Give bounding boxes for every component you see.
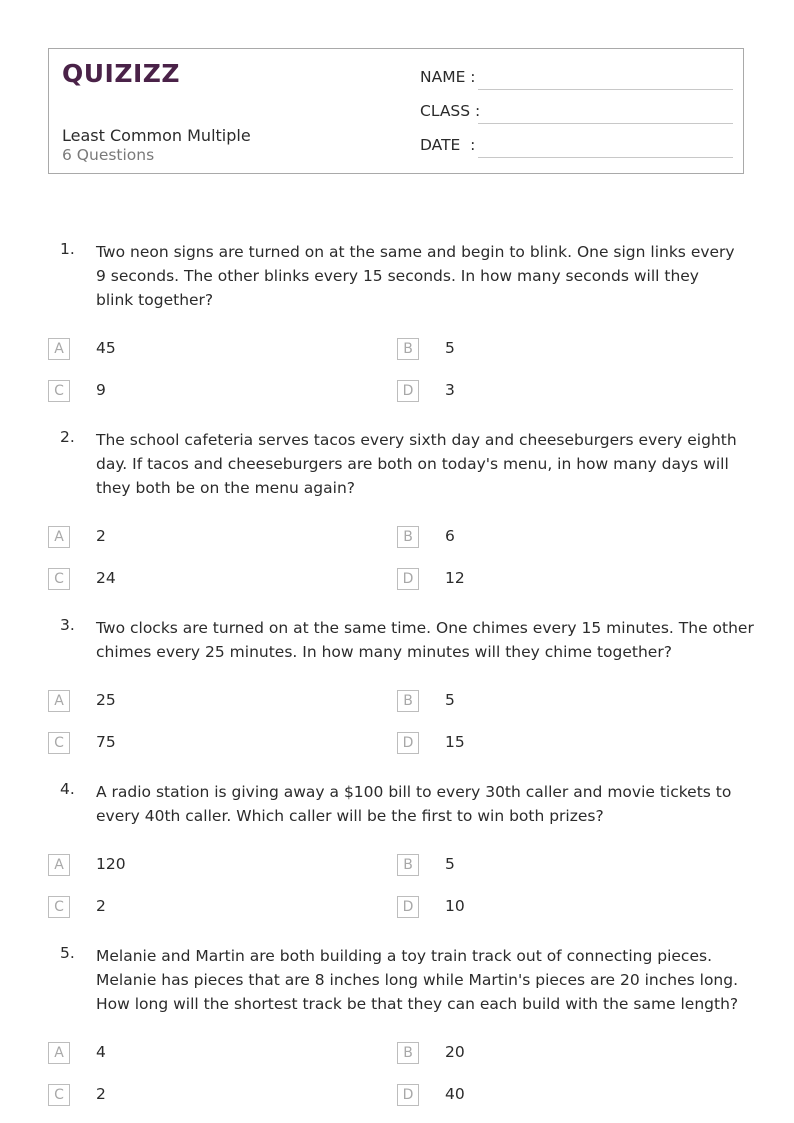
option-a-box[interactable]: A: [48, 338, 70, 360]
question-number: 3.: [60, 616, 75, 634]
option-a-box[interactable]: A: [48, 526, 70, 548]
option-c-value: 9: [96, 381, 106, 399]
option-d-box[interactable]: D: [397, 1084, 419, 1106]
option-d-value: 15: [445, 733, 465, 751]
option-c-value: 2: [96, 897, 106, 915]
option-b-box[interactable]: B: [397, 338, 419, 360]
option-b-box[interactable]: B: [397, 854, 419, 876]
option-d-box[interactable]: D: [397, 896, 419, 918]
option-d-box[interactable]: D: [397, 568, 419, 590]
option-c-box[interactable]: C: [48, 1084, 70, 1106]
option-c-box[interactable]: C: [48, 732, 70, 754]
date-line[interactable]: [478, 157, 733, 158]
class-label: CLASS :: [420, 102, 481, 120]
question-number: 2.: [60, 428, 75, 446]
question-count: 6 Questions: [62, 146, 155, 164]
quizizz-logo: QUIZIZZ: [62, 59, 181, 88]
question-number: 4.: [60, 780, 75, 798]
option-b-value: 5: [445, 691, 455, 709]
option-a-value: 4: [96, 1043, 106, 1061]
option-b-value: 20: [445, 1043, 465, 1061]
option-b-value: 5: [445, 855, 455, 873]
option-d-value: 3: [445, 381, 455, 399]
option-b-value: 6: [445, 527, 455, 545]
worksheet-title: Least Common Multiple: [62, 126, 251, 145]
option-a-box[interactable]: A: [48, 1042, 70, 1064]
question-number: 1.: [60, 240, 75, 258]
option-a-box[interactable]: A: [48, 854, 70, 876]
class-line[interactable]: [478, 123, 733, 124]
question-text: Melanie and Martin are both building a toy train track out of connecting pieces. Melanie has pieces that are 8 inches long while Martin's pieces are 20 inches long. How long will the shortest track be that they can each build with the same length?: [96, 947, 739, 1013]
option-c-box[interactable]: C: [48, 896, 70, 918]
question-text: A radio station is giving away a $100 bill to every 30th caller and movie tickets to every 40th caller. Which caller will be the first to win both prizes?: [96, 783, 732, 825]
date-label: DATE :: [420, 136, 476, 154]
question-text: Two neon signs are turned on at the same and begin to blink. One sign links every 9 seconds. The other blinks every 15 seconds. In how many seconds will they blink together?: [96, 243, 735, 309]
question-text: Two clocks are turned on at the same time. One chimes every 15 minutes. The other chimes every 25 minutes. In how many minutes will they chime together?: [96, 619, 754, 661]
option-b-value: 5: [445, 339, 455, 357]
option-d-box[interactable]: D: [397, 380, 419, 402]
option-c-value: 75: [96, 733, 116, 751]
name-line[interactable]: [478, 89, 733, 90]
question-number: 5.: [60, 944, 75, 962]
option-a-value: 25: [96, 691, 116, 709]
option-d-value: 12: [445, 569, 465, 587]
option-a-box[interactable]: A: [48, 690, 70, 712]
option-a-value: 120: [96, 855, 126, 873]
worksheet-header: [48, 48, 744, 174]
option-d-value: 10: [445, 897, 465, 915]
option-c-box[interactable]: C: [48, 380, 70, 402]
name-label: NAME :: [420, 68, 476, 86]
option-d-value: 40: [445, 1085, 465, 1103]
option-b-box[interactable]: B: [397, 690, 419, 712]
option-b-box[interactable]: B: [397, 526, 419, 548]
option-a-value: 2: [96, 527, 106, 545]
option-c-value: 2: [96, 1085, 106, 1103]
question-text: The school cafeteria serves tacos every sixth day and cheeseburgers every eighth day. If tacos and cheeseburgers are both on today's menu, in how many days will they both be on the menu again?: [96, 431, 737, 497]
option-b-box[interactable]: B: [397, 1042, 419, 1064]
option-c-box[interactable]: C: [48, 568, 70, 590]
option-d-box[interactable]: D: [397, 732, 419, 754]
option-c-value: 24: [96, 569, 116, 587]
option-a-value: 45: [96, 339, 116, 357]
